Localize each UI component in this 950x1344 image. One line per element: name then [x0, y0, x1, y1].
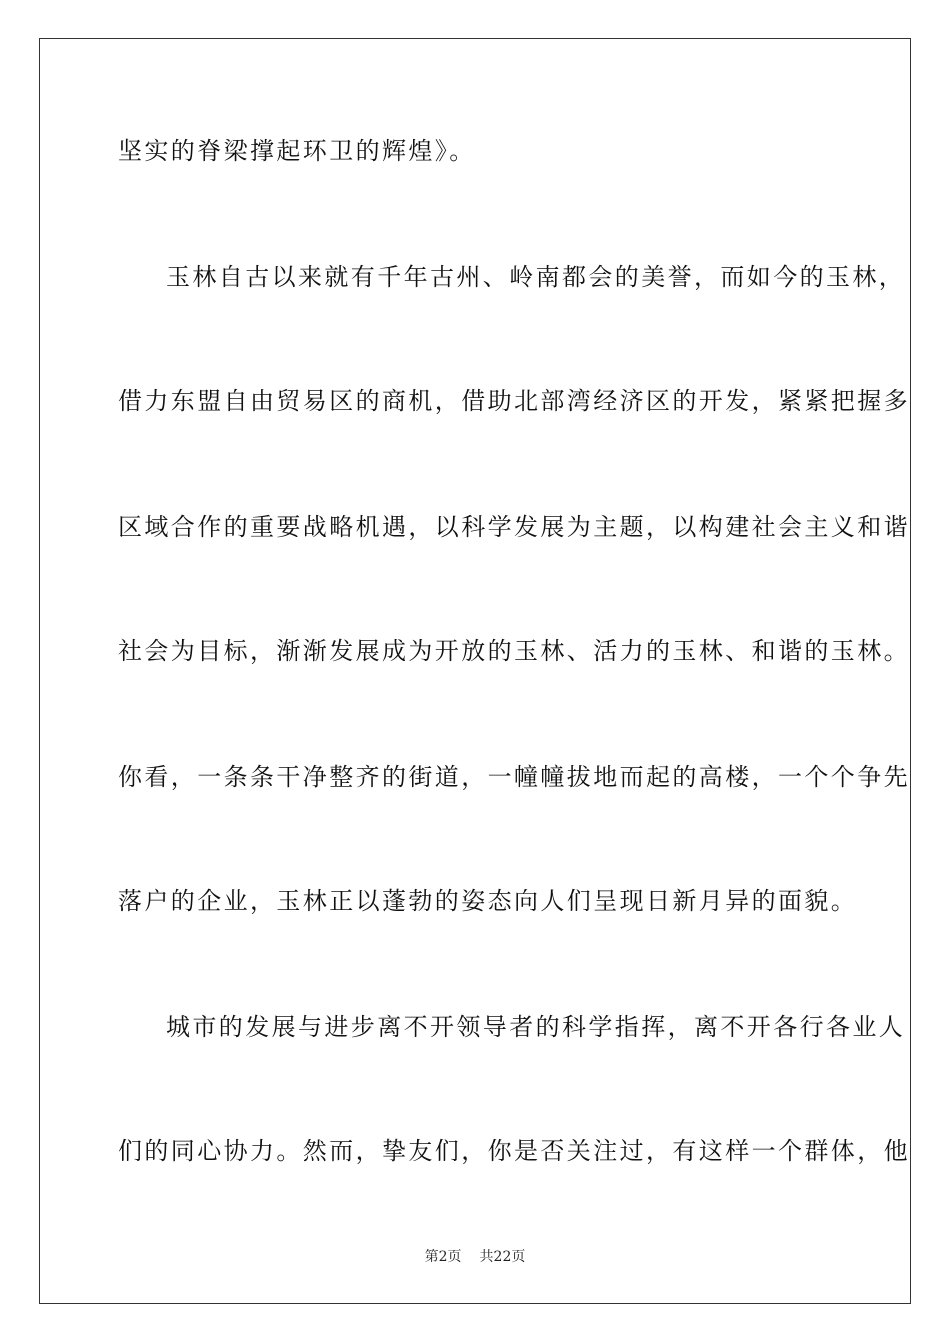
text-line-4: 区域合作的重要战略机遇，以科学发展为主题，以构建社会主义和谐: [118, 513, 910, 541]
text-line-3: 借力东盟自由贸易区的商机，借助北部湾经济区的开发，紧紧把握多: [118, 387, 910, 415]
text-line-1: 坚实的脊梁撑起环卫的辉煌》。: [118, 137, 476, 165]
total-pages: 共22页: [479, 1249, 526, 1265]
text-line-9: 们的同心协力。然而，挚友们，你是否关注过，有这样一个群体，他: [118, 1137, 910, 1165]
text-line-7: 落户的企业，玉林正以蓬勃的姿态向人们呈现日新月异的面貌。: [118, 887, 858, 915]
text-line-6: 你看，一条条干净整齐的街道，一幢幢拔地而起的高楼，一个个争先: [118, 763, 910, 791]
text-line-5: 社会为目标，渐渐发展成为开放的玉林、活力的玉林、和谐的玉林。: [118, 637, 910, 665]
text-line-8: 城市的发展与进步离不开领导者的科学指挥，离不开各行各业人: [166, 1013, 906, 1041]
page-footer: [0, 1248, 950, 1266]
page-border: [39, 38, 911, 1304]
text-line-2: 玉林自古以来就有千年古州、岭南都会的美誉，而如今的玉林，: [166, 263, 906, 291]
page-number: 第2页: [424, 1249, 462, 1265]
